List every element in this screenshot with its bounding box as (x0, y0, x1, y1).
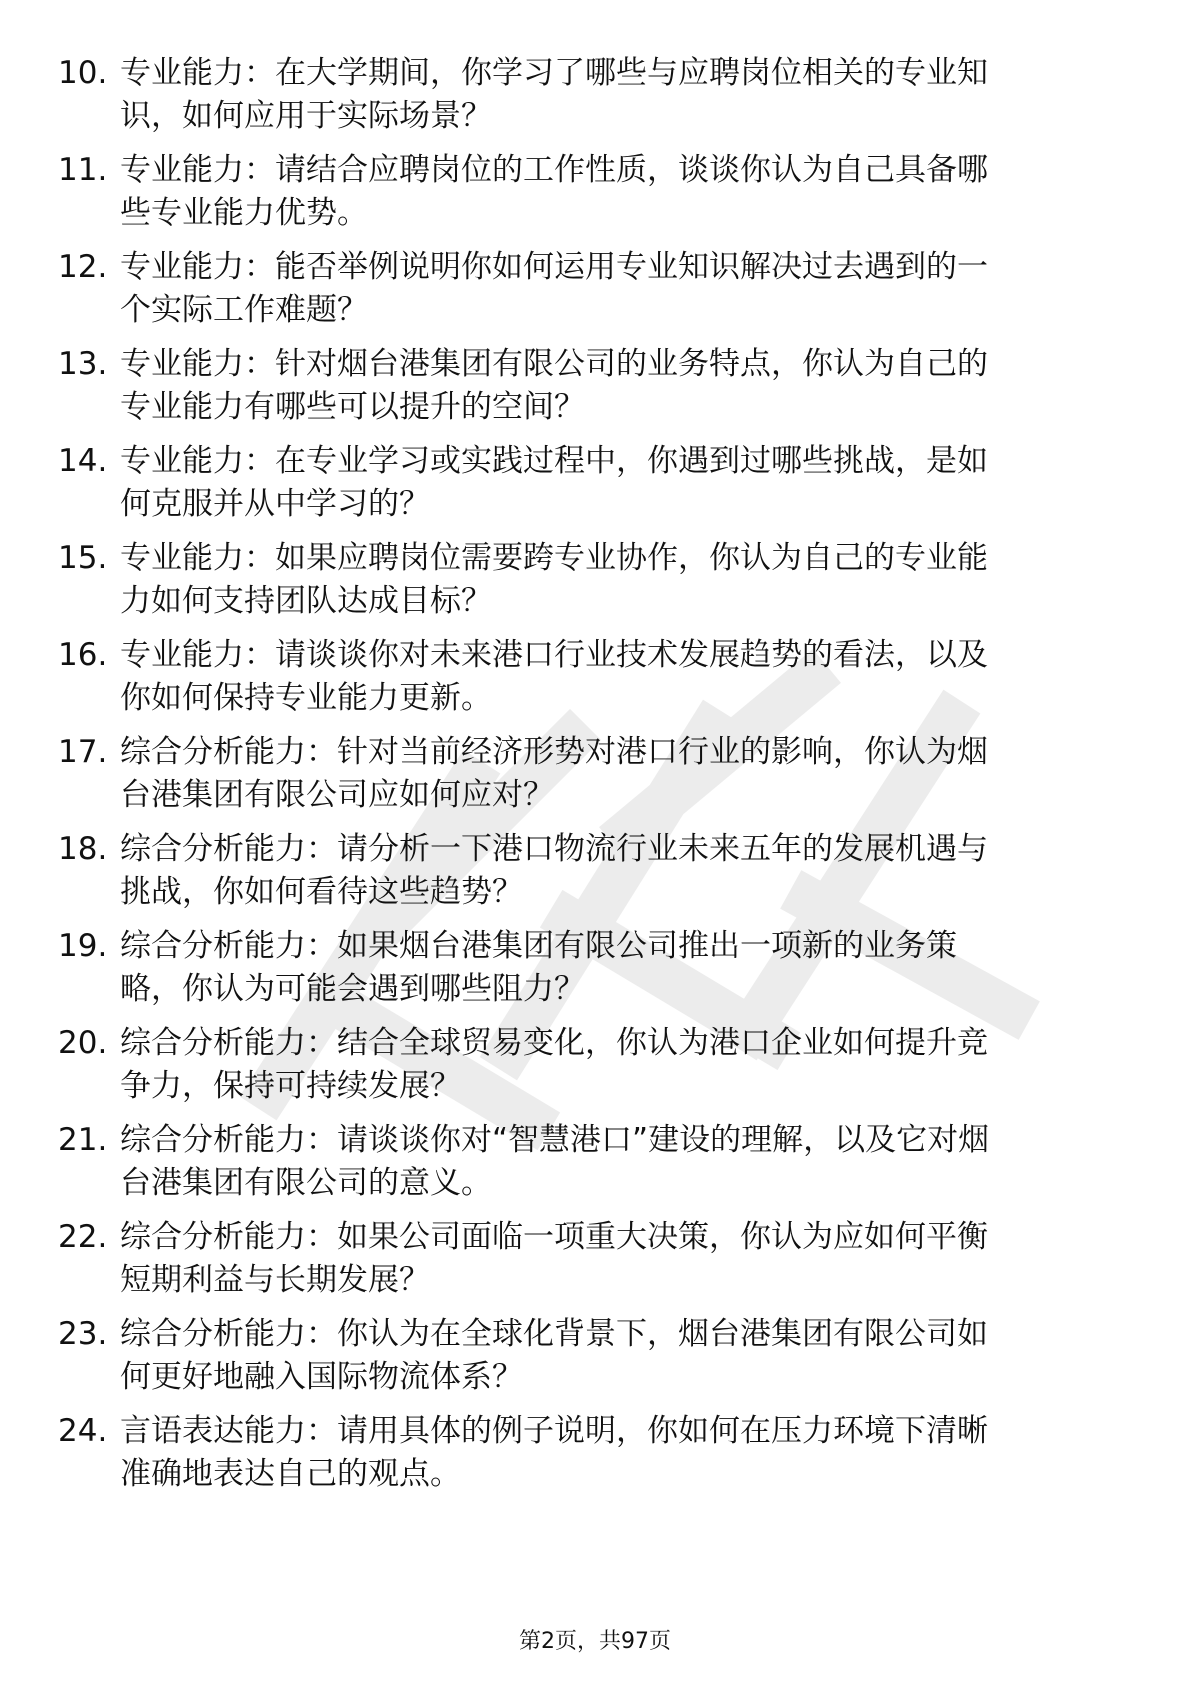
question-number: 18. (58, 831, 108, 867)
question-item-11 (58, 149, 1128, 246)
question-text: 综合分析能力：你认为在全球化背景下，烟台港集团有限公司如 何更好地融入国际物流体系？ (120, 1316, 988, 1395)
question-text: 专业能力：能否举例说明你如何运用专业知识解决过去遇到的一 个实际工作难题？ (120, 249, 988, 328)
question-item-14 (58, 440, 1128, 537)
question-text: 专业能力：在大学期间，你学习了哪些与应聘岗位相关的专业知 识，如何应用于实际场景？ (120, 55, 988, 134)
question-number: 12. (58, 249, 108, 285)
question-item-13 (58, 343, 1128, 440)
question-number: 19. (58, 928, 108, 964)
question-number: 24. (58, 1413, 108, 1449)
question-number: 20. (58, 1025, 108, 1061)
question-number: 10. (58, 55, 108, 91)
question-text: 综合分析能力：结合全球贸易变化，你认为港口企业如何提升竞 争力，保持可持续发展？ (120, 1025, 988, 1104)
question-number: 15. (58, 540, 108, 576)
question-number: 16. (58, 637, 108, 673)
question-item-12 (58, 246, 1128, 343)
question-text: 专业能力：如果应聘岗位需要跨专业协作，你认为自己的专业能 力如何支持团队达成目标？ (120, 540, 988, 619)
question-item-21 (58, 1119, 1128, 1216)
question-item-10 (58, 52, 1128, 149)
question-text: 综合分析能力：如果烟台港集团有限公司推出一项新的业务策 略，你认为可能会遇到哪些阻力？ (120, 928, 957, 1007)
question-item-19 (58, 925, 1128, 1022)
question-text: 综合分析能力：请分析一下港口物流行业未来五年的发展机遇与 挑战，你如何看待这些趋势？ (120, 831, 988, 910)
question-item-23 (58, 1313, 1128, 1410)
page-number-footer: 第2页，共97页 (519, 1629, 671, 1654)
question-text: 专业能力：针对烟台港集团有限公司的业务特点，你认为自己的 专业能力有哪些可以提升的空间？ (120, 346, 988, 425)
question-number: 14. (58, 443, 108, 479)
question-number: 17. (58, 734, 108, 770)
question-item-24 (58, 1410, 1128, 1507)
question-text: 综合分析能力：如果公司面临一项重大决策，你认为应如何平衡 短期利益与长期发展？ (120, 1219, 988, 1298)
question-number: 11. (58, 152, 108, 188)
question-text: 专业能力：在专业学习或实践过程中，你遇到过哪些挑战，是如 何克服并从中学习的？ (120, 443, 988, 522)
question-number: 21. (58, 1122, 108, 1158)
question-item-18 (58, 828, 1128, 925)
question-item-22 (58, 1216, 1128, 1313)
question-item-16 (58, 634, 1128, 731)
question-item-17 (58, 731, 1128, 828)
question-number: 22. (58, 1219, 108, 1255)
question-item-20 (58, 1022, 1128, 1119)
question-number: 23. (58, 1316, 108, 1352)
question-text: 专业能力：请谈谈你对未来港口行业技术发展趋势的看法，以及 你如何保持专业能力更新。 (120, 637, 988, 716)
question-number: 13. (58, 346, 108, 382)
question-text: 言语表达能力：请用具体的例子说明，你如何在压力环境下清晰 准确地表达自己的观点。 (120, 1413, 988, 1492)
question-text: 专业能力：请结合应聘岗位的工作性质，谈谈你认为自己具备哪 些专业能力优势。 (120, 152, 988, 231)
question-list (58, 52, 1128, 1507)
question-text: 综合分析能力：针对当前经济形势对港口行业的影响，你认为烟 台港集团有限公司应如何应对？ (120, 734, 988, 813)
question-text: 综合分析能力：请谈谈你对“智慧港口”建设的理解，以及它对烟 台港集团有限公司的意义。 (120, 1122, 990, 1201)
question-item-15 (58, 537, 1128, 634)
